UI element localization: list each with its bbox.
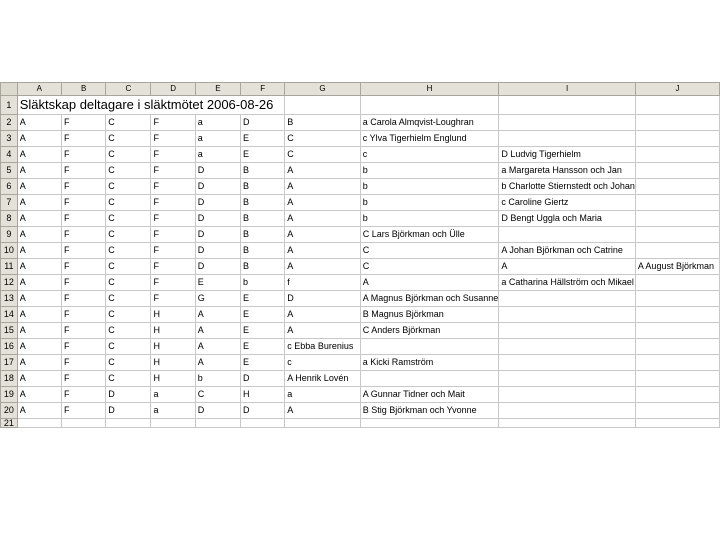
row-header[interactable]: 15	[1, 323, 18, 339]
column-header-a[interactable]: A	[17, 83, 61, 96]
cell-d[interactable]	[151, 419, 195, 428]
cell-e[interactable]: C	[195, 387, 240, 403]
cell-i[interactable]	[499, 355, 636, 371]
title-row	[1, 96, 720, 115]
cell-f[interactable]: B	[241, 259, 285, 275]
cell-g[interactable]: A Henrik Lovén	[285, 371, 360, 387]
cell-a[interactable]: A	[17, 259, 61, 275]
row-header[interactable]: 17	[1, 355, 18, 371]
cell-g[interactable]: C	[285, 147, 360, 163]
table-row	[1, 115, 720, 131]
cell-h[interactable]: c	[360, 147, 499, 163]
cell-b[interactable]: F	[61, 371, 105, 387]
cell-h[interactable]: C	[360, 243, 499, 259]
cell-h[interactable]: C	[360, 259, 499, 275]
cell-a[interactable]: A	[17, 163, 61, 179]
cell-f[interactable]: E	[241, 355, 285, 371]
cell-j[interactable]	[635, 355, 719, 371]
cell-a[interactable]: A	[17, 387, 61, 403]
table-row	[1, 307, 720, 323]
cell-f[interactable]: E	[241, 323, 285, 339]
cell-j[interactable]	[635, 131, 719, 147]
cell-i[interactable]: b Charlotte Stiernstedt och Johan	[499, 179, 636, 195]
cell-g[interactable]: A	[285, 179, 360, 195]
cell-f[interactable]: B	[241, 195, 285, 211]
table-row	[1, 195, 720, 211]
row-header[interactable]: 12	[1, 275, 18, 291]
column-header-g[interactable]: G	[285, 83, 360, 96]
cell-c[interactable]: C	[106, 355, 151, 371]
row-header[interactable]: 13	[1, 291, 18, 307]
table-row	[1, 163, 720, 179]
table-row	[1, 275, 720, 291]
cell-i[interactable]	[499, 387, 636, 403]
cell-i[interactable]	[499, 131, 636, 147]
cell-j[interactable]	[635, 163, 719, 179]
cell-d[interactable]: H	[151, 323, 195, 339]
cell-a[interactable]: A	[17, 195, 61, 211]
cell-d[interactable]: F	[151, 131, 195, 147]
cell[interactable]	[360, 96, 499, 115]
cell-b[interactable]: F	[61, 243, 105, 259]
column-header-row	[1, 83, 720, 96]
cell-b[interactable]	[61, 419, 105, 428]
cell-d[interactable]: H	[151, 307, 195, 323]
cell-a[interactable]: A	[17, 227, 61, 243]
cell-d[interactable]: H	[151, 339, 195, 355]
cell-d[interactable]: a	[151, 403, 195, 419]
column-header-j[interactable]: J	[635, 83, 719, 96]
cell-b[interactable]: F	[61, 275, 105, 291]
cell-f[interactable]: B	[241, 179, 285, 195]
cell-b[interactable]: F	[61, 227, 105, 243]
cell-c[interactable]: D	[106, 403, 151, 419]
row-header[interactable]: 6	[1, 179, 18, 195]
row-header[interactable]: 11	[1, 259, 18, 275]
cell-a[interactable]: A	[17, 115, 61, 131]
cell-j[interactable]	[635, 339, 719, 355]
cell-f[interactable]: D	[241, 403, 285, 419]
cell-b[interactable]: F	[61, 323, 105, 339]
cell-b[interactable]: F	[61, 307, 105, 323]
cell-e[interactable]: a	[195, 147, 240, 163]
cell-f[interactable]: E	[241, 131, 285, 147]
cell-j[interactable]	[635, 291, 719, 307]
cell-i[interactable]	[499, 323, 636, 339]
cell-i[interactable]: c Caroline Giertz	[499, 195, 636, 211]
cell-e[interactable]: D	[195, 243, 240, 259]
cell-c[interactable]: C	[106, 131, 151, 147]
cell-g[interactable]: A	[285, 307, 360, 323]
cell-b[interactable]: F	[61, 211, 105, 227]
cell-c[interactable]: C	[106, 195, 151, 211]
cell-f[interactable]: B	[241, 227, 285, 243]
cell-a[interactable]: A	[17, 323, 61, 339]
cell-e[interactable]: a	[195, 115, 240, 131]
cell-g[interactable]: A	[285, 259, 360, 275]
column-header-d[interactable]: D	[151, 83, 195, 96]
select-all-corner[interactable]	[1, 83, 18, 96]
cell-g[interactable]: A	[285, 211, 360, 227]
cell-a[interactable]: A	[17, 179, 61, 195]
column-header-b[interactable]: B	[61, 83, 105, 96]
row-header[interactable]: 10	[1, 243, 18, 259]
cell-g[interactable]: A	[285, 195, 360, 211]
cell-e[interactable]: D	[195, 211, 240, 227]
cell-g[interactable]: c	[285, 355, 360, 371]
sheet-title-cell[interactable]: Släktskap deltagare i släktmötet 2006-08-26	[17, 96, 285, 115]
cell-j[interactable]	[635, 387, 719, 403]
cell-a[interactable]: A	[17, 147, 61, 163]
cell-e[interactable]: D	[195, 227, 240, 243]
cell-b[interactable]: F	[61, 339, 105, 355]
cell-b[interactable]: F	[61, 147, 105, 163]
row-header[interactable]: 20	[1, 403, 18, 419]
cell-d[interactable]: F	[151, 211, 195, 227]
cell-f[interactable]: B	[241, 211, 285, 227]
cell-f[interactable]: E	[241, 339, 285, 355]
cell-e[interactable]: A	[195, 339, 240, 355]
cell-g[interactable]: D	[285, 291, 360, 307]
cell-d[interactable]: F	[151, 243, 195, 259]
cell-e[interactable]: D	[195, 403, 240, 419]
cell-c[interactable]: C	[106, 115, 151, 131]
cell-j[interactable]	[635, 211, 719, 227]
cell-h[interactable]: A	[360, 275, 499, 291]
cell-i[interactable]	[499, 227, 636, 243]
cell-g[interactable]: A	[285, 323, 360, 339]
cell-b[interactable]: F	[61, 115, 105, 131]
cell-e[interactable]: D	[195, 179, 240, 195]
table-row	[1, 259, 720, 275]
cell-f[interactable]: B	[241, 243, 285, 259]
cell-j[interactable]	[635, 227, 719, 243]
cell-h[interactable]: B Stig Björkman och Yvonne	[360, 403, 499, 419]
table-row	[1, 291, 720, 307]
cell[interactable]	[499, 96, 636, 115]
cell-j[interactable]	[635, 419, 719, 428]
column-header-i[interactable]: I	[499, 83, 636, 96]
cell-f[interactable]: D	[241, 115, 285, 131]
row-header[interactable]: 19	[1, 387, 18, 403]
table-row	[1, 179, 720, 195]
cell-g[interactable]: A	[285, 403, 360, 419]
cell-c[interactable]: C	[106, 259, 151, 275]
cell-i[interactable]	[499, 371, 636, 387]
cell-a[interactable]: A	[17, 243, 61, 259]
cell-f[interactable]: E	[241, 147, 285, 163]
cell-a[interactable]	[17, 419, 61, 428]
row-header[interactable]: 1	[1, 96, 18, 115]
cell-g[interactable]: B	[285, 115, 360, 131]
cell-c[interactable]	[106, 419, 151, 428]
cell-i[interactable]	[499, 419, 636, 428]
cell-a[interactable]: A	[17, 371, 61, 387]
table-row	[1, 323, 720, 339]
cell-b[interactable]: F	[61, 387, 105, 403]
cell-j[interactable]: A August Björkman	[635, 259, 719, 275]
cell-i[interactable]	[499, 307, 636, 323]
cell-i[interactable]	[499, 291, 636, 307]
row-header[interactable]: 5	[1, 163, 18, 179]
cell-i[interactable]: A	[499, 259, 636, 275]
cell-j[interactable]	[635, 403, 719, 419]
cell-e[interactable]: G	[195, 291, 240, 307]
cell-j[interactable]	[635, 275, 719, 291]
row-header[interactable]: 7	[1, 195, 18, 211]
cell-e[interactable]: a	[195, 131, 240, 147]
cell-j[interactable]	[635, 147, 719, 163]
cell-b[interactable]: F	[61, 131, 105, 147]
spreadsheet-grid	[0, 82, 720, 428]
cell-c[interactable]: C	[106, 147, 151, 163]
cell-i[interactable]: A Johan Björkman och Catrine	[499, 243, 636, 259]
cell-j[interactable]	[635, 179, 719, 195]
cell-d[interactable]: F	[151, 227, 195, 243]
cell-a[interactable]: A	[17, 355, 61, 371]
cell-d[interactable]: F	[151, 179, 195, 195]
cell-i[interactable]	[499, 115, 636, 131]
cell-g[interactable]: A	[285, 163, 360, 179]
cell-f[interactable]: D	[241, 371, 285, 387]
cell-i[interactable]: D Bengt Uggla och Maria	[499, 211, 636, 227]
column-header-c[interactable]: C	[106, 83, 151, 96]
cell-i[interactable]: a Catharina Hällström och Mikael	[499, 275, 636, 291]
cell-c[interactable]: C	[106, 243, 151, 259]
cell-f[interactable]	[241, 419, 285, 428]
cell-b[interactable]: F	[61, 195, 105, 211]
cell-d[interactable]: F	[151, 115, 195, 131]
cell-i[interactable]: a Margareta Hansson och Jan	[499, 163, 636, 179]
row-header[interactable]: 3	[1, 131, 18, 147]
cell-c[interactable]: C	[106, 339, 151, 355]
cell-b[interactable]: F	[61, 259, 105, 275]
cell-g[interactable]: f	[285, 275, 360, 291]
cell-b[interactable]: F	[61, 179, 105, 195]
cell-h[interactable]	[360, 339, 499, 355]
row-header[interactable]: 14	[1, 307, 18, 323]
table-row	[1, 227, 720, 243]
table-row	[1, 147, 720, 163]
cell-h[interactable]: b	[360, 211, 499, 227]
cell-b[interactable]: F	[61, 403, 105, 419]
cell-d[interactable]: a	[151, 387, 195, 403]
table-row	[1, 371, 720, 387]
cell-d[interactable]: F	[151, 163, 195, 179]
cell-g[interactable]: A	[285, 243, 360, 259]
cell-c[interactable]: C	[106, 371, 151, 387]
cell-f[interactable]: E	[241, 291, 285, 307]
cell-c[interactable]: C	[106, 307, 151, 323]
cell-e[interactable]	[195, 419, 240, 428]
cell-h[interactable]: C Anders Björkman	[360, 323, 499, 339]
cell-i[interactable]	[499, 403, 636, 419]
cell-c[interactable]: C	[106, 323, 151, 339]
cell[interactable]	[635, 96, 719, 115]
cell-h[interactable]: c Ylva Tigerhielm Englund	[360, 131, 499, 147]
cell-b[interactable]: F	[61, 355, 105, 371]
table-row	[1, 131, 720, 147]
cell-c[interactable]: C	[106, 179, 151, 195]
cell-e[interactable]: b	[195, 371, 240, 387]
table-row	[1, 211, 720, 227]
cell-e[interactable]: D	[195, 259, 240, 275]
cell-f[interactable]: E	[241, 307, 285, 323]
table-row	[1, 339, 720, 355]
row-header[interactable]: 2	[1, 115, 18, 131]
cell-c[interactable]: C	[106, 291, 151, 307]
table-row	[1, 387, 720, 403]
row-header[interactable]: 9	[1, 227, 18, 243]
cell-d[interactable]: F	[151, 275, 195, 291]
cell-c[interactable]: D	[106, 387, 151, 403]
cell-g[interactable]: C	[285, 131, 360, 147]
column-header-e[interactable]: E	[195, 83, 240, 96]
row-header[interactable]: 18	[1, 371, 18, 387]
cell-d[interactable]: F	[151, 195, 195, 211]
table-row	[1, 419, 720, 428]
cell-a[interactable]: A	[17, 339, 61, 355]
cell-e[interactable]: A	[195, 355, 240, 371]
cell-g[interactable]	[285, 419, 360, 428]
cell-c[interactable]: C	[106, 227, 151, 243]
cell-f[interactable]: B	[241, 163, 285, 179]
cell-h[interactable]: C Lars Björkman och Ülle	[360, 227, 499, 243]
cell-c[interactable]: C	[106, 163, 151, 179]
row-header[interactable]: 16	[1, 339, 18, 355]
cell-j[interactable]	[635, 243, 719, 259]
cell-e[interactable]: D	[195, 163, 240, 179]
cell-b[interactable]: F	[61, 163, 105, 179]
column-header-f[interactable]: F	[241, 83, 285, 96]
cell-j[interactable]	[635, 115, 719, 131]
cell-h[interactable]	[360, 419, 499, 428]
cell-h[interactable]: a Kicki Ramström	[360, 355, 499, 371]
cell-h[interactable]: A Magnus Björkman och Susanne	[360, 291, 499, 307]
cell-h[interactable]: A Gunnar Tidner och Mait	[360, 387, 499, 403]
cell-e[interactable]: D	[195, 195, 240, 211]
cell-g[interactable]: A	[285, 227, 360, 243]
cell-i[interactable]: D Ludvig Tigerhielm	[499, 147, 636, 163]
cell-j[interactable]	[635, 195, 719, 211]
cell-h[interactable]	[360, 371, 499, 387]
row-header[interactable]: 8	[1, 211, 18, 227]
cell-c[interactable]: C	[106, 211, 151, 227]
cell-j[interactable]	[635, 371, 719, 387]
cell-d[interactable]: H	[151, 355, 195, 371]
cell-e[interactable]: E	[195, 275, 240, 291]
cell-h[interactable]: B Magnus Björkman	[360, 307, 499, 323]
cell-a[interactable]: A	[17, 403, 61, 419]
cell-a[interactable]: A	[17, 131, 61, 147]
cell[interactable]	[285, 96, 360, 115]
cell-i[interactable]	[499, 339, 636, 355]
column-header-h[interactable]: H	[360, 83, 499, 96]
cell-h[interactable]: b	[360, 163, 499, 179]
cell-d[interactable]: F	[151, 147, 195, 163]
cell-a[interactable]: A	[17, 275, 61, 291]
cell-d[interactable]: F	[151, 291, 195, 307]
table-row	[1, 403, 720, 419]
table-row	[1, 243, 720, 259]
cell-j[interactable]	[635, 307, 719, 323]
cell-g[interactable]: c Ebba Burenius	[285, 339, 360, 355]
cell-c[interactable]: C	[106, 275, 151, 291]
row-header[interactable]: 4	[1, 147, 18, 163]
cell-a[interactable]: A	[17, 211, 61, 227]
cell-d[interactable]: H	[151, 371, 195, 387]
cell-f[interactable]: b	[241, 275, 285, 291]
cell-h[interactable]: b	[360, 195, 499, 211]
row-header[interactable]: 21	[1, 419, 18, 428]
cell-e[interactable]: A	[195, 307, 240, 323]
cell-h[interactable]: a Carola Almqvist-Loughran	[360, 115, 499, 131]
cell-b[interactable]: F	[61, 291, 105, 307]
table-row	[1, 355, 720, 371]
cell-f[interactable]: H	[241, 387, 285, 403]
cell-g[interactable]: a	[285, 387, 360, 403]
cell-a[interactable]: A	[17, 307, 61, 323]
cell-h[interactable]: b	[360, 179, 499, 195]
cell-a[interactable]: A	[17, 291, 61, 307]
cell-e[interactable]: A	[195, 323, 240, 339]
cell-j[interactable]	[635, 323, 719, 339]
cell-d[interactable]: F	[151, 259, 195, 275]
